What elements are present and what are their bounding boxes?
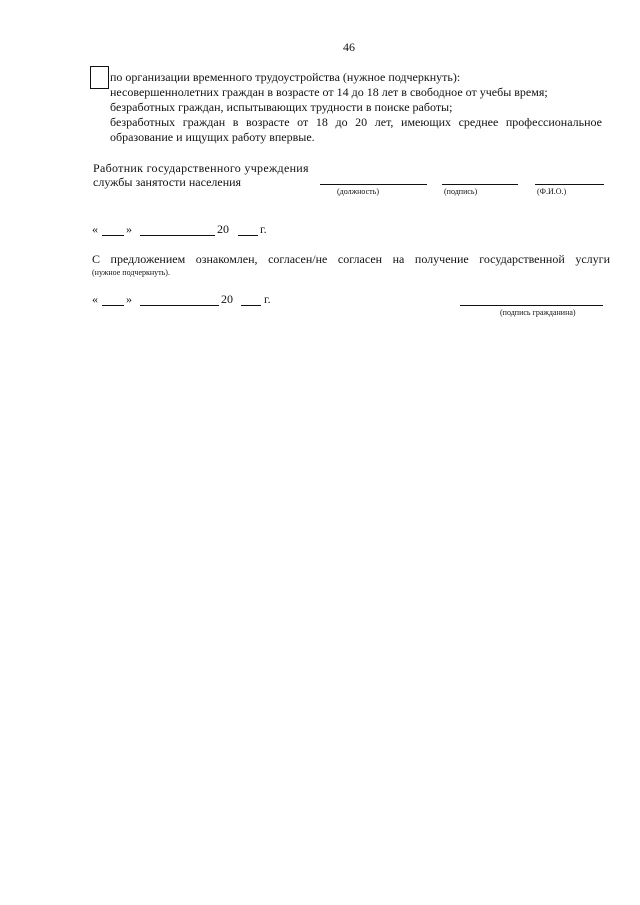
position-caption: (должность) <box>337 187 379 196</box>
employee-title-line-1: Работник государственного учреждения <box>93 161 309 175</box>
date-2-year-suffix: г. <box>264 292 271 306</box>
option-item-4: образование и ищущих работу впервые. <box>110 130 315 144</box>
date-1-year-line[interactable] <box>238 235 258 236</box>
option-checkbox[interactable] <box>90 66 109 89</box>
option-item-1: несовершеннолетних граждан в возрасте от 14 до 18 лет в свободное от учебы время; <box>110 85 548 99</box>
option-item-2: безработных граждан, испытывающих трудности в поиске работы; <box>110 100 453 114</box>
option-label: по организации временного трудоустройства (нужное подчеркнуть): <box>110 70 461 84</box>
option-item-3: безработных граждан в возрасте от 18 до 20 лет, имеющих среднее профессиональное <box>110 115 602 129</box>
date-1-day-line[interactable] <box>102 235 124 236</box>
signature-caption: (подпись) <box>444 187 478 196</box>
position-line[interactable] <box>320 184 427 185</box>
date-2-year-line[interactable] <box>241 305 261 306</box>
employee-signature-line[interactable] <box>442 184 518 185</box>
date-1-close-quote: » <box>126 222 132 236</box>
agreement-line: С предложением ознакомлен, согласен/не согласен на получение государственной услуги <box>92 252 610 266</box>
date-2-month-line[interactable] <box>140 305 219 306</box>
name-caption: (Ф.И.О.) <box>537 187 567 196</box>
date-1-year-suffix: г. <box>260 222 267 236</box>
date-2-close-quote: » <box>126 292 132 306</box>
date-1-century: 20 <box>217 222 229 236</box>
employee-name-line[interactable] <box>535 184 604 185</box>
date-1-month-line[interactable] <box>140 235 215 236</box>
date-1-open-quote: « <box>92 222 98 236</box>
agreement-note: (нужное подчеркнуть). <box>92 268 170 277</box>
date-2-open-quote: « <box>92 292 98 306</box>
date-1 <box>92 222 282 238</box>
date-2 <box>92 292 282 308</box>
employee-title-line-2: службы занятости населения <box>93 175 242 189</box>
citizen-signature-line[interactable] <box>460 305 603 306</box>
citizen-signature-caption: (подпись гражданина) <box>500 308 576 317</box>
page-number: 46 <box>343 40 355 54</box>
date-2-century: 20 <box>221 292 233 306</box>
date-2-day-line[interactable] <box>102 305 124 306</box>
